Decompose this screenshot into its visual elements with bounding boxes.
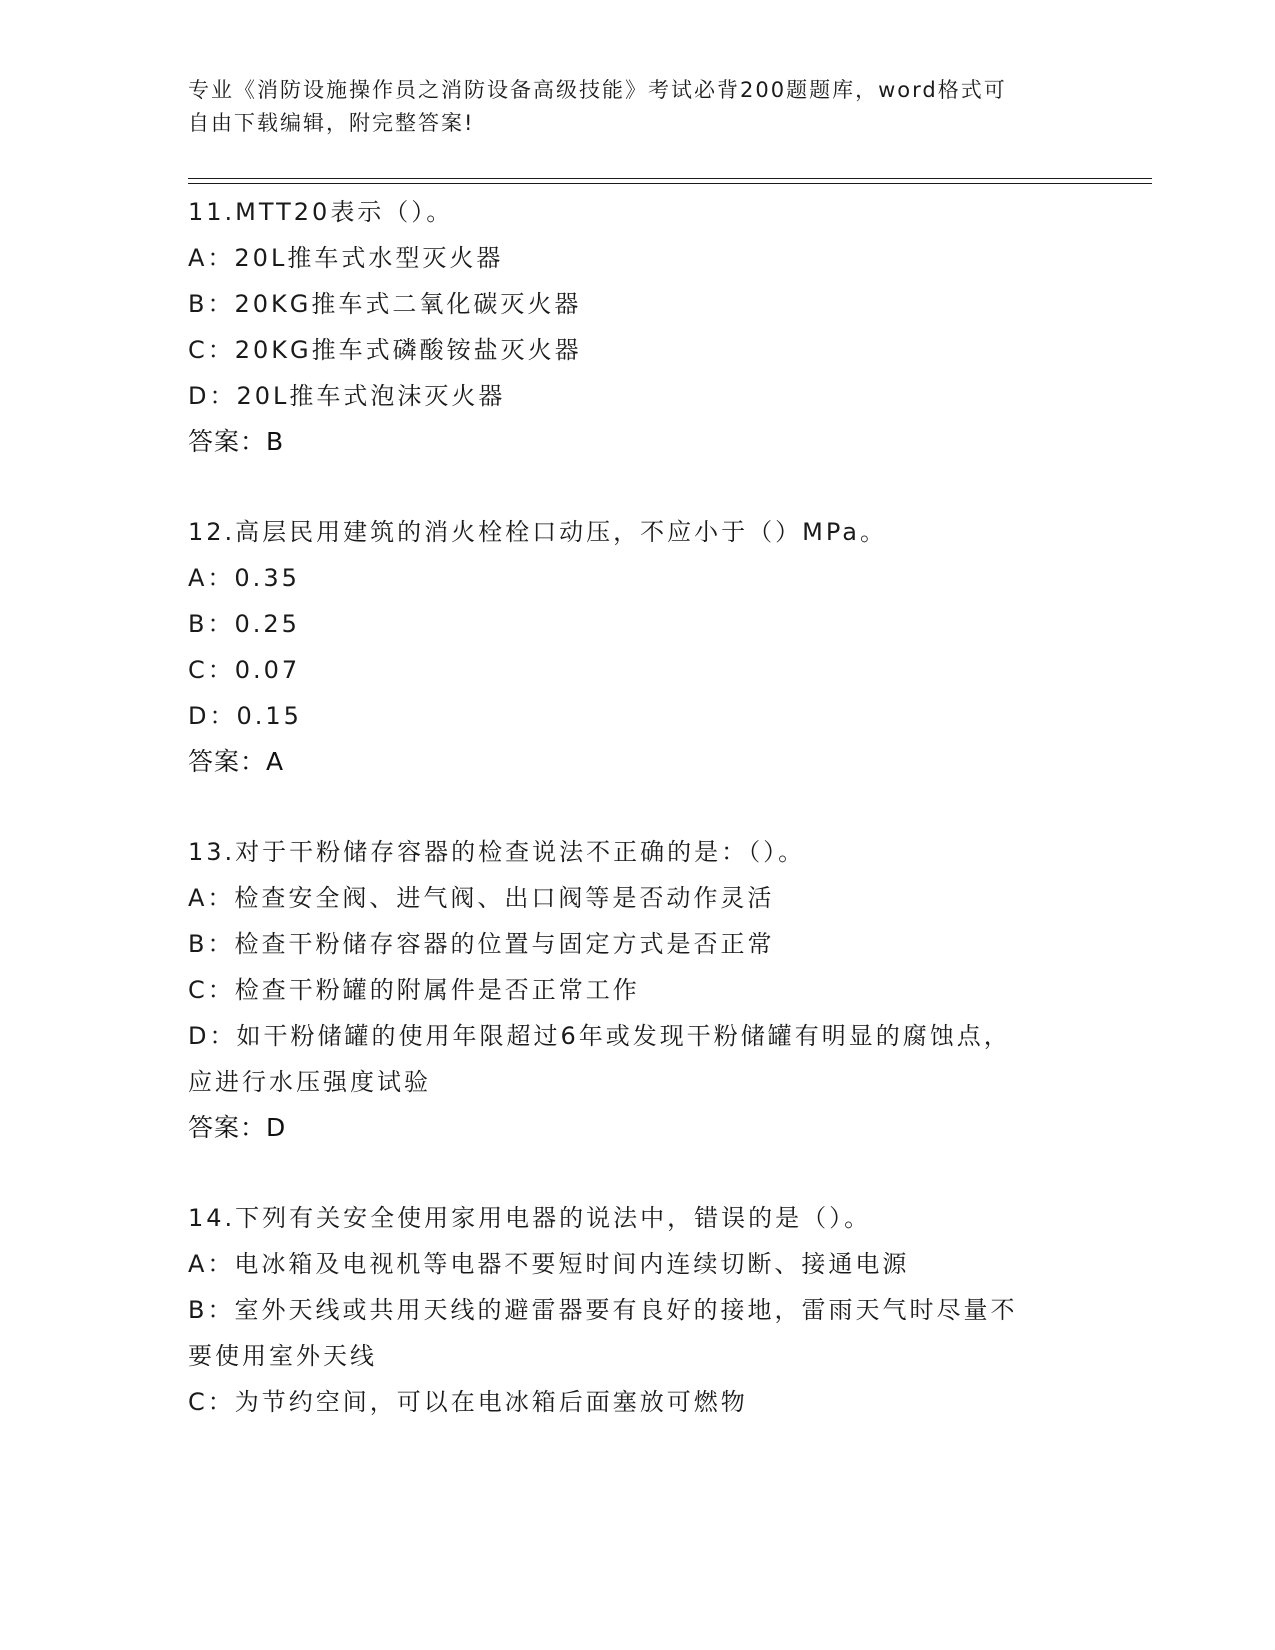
option-b: B：0.25	[188, 610, 300, 638]
option-c: C：0.07	[188, 656, 301, 684]
question-stem: 12.高层民用建筑的消火栓栓口动压，不应小于（）MPa。	[188, 518, 887, 546]
question-stem: 14.下列有关安全使用家用电器的说法中，错误的是（）。	[188, 1204, 872, 1232]
answer-label: 答案：B	[188, 427, 285, 456]
option-d: D：0.15	[188, 702, 302, 730]
question-stem: 11.MTT20表示（）。	[188, 198, 454, 226]
option-d: D：如干粉储罐的使用年限超过6年或发现干粉储罐有明显的腐蚀点，	[188, 1022, 1011, 1050]
option-d-continued: 应进行水压强度试验	[188, 1068, 431, 1096]
option-a: A：电冰箱及电视机等电器不要短时间内连续切断、接通电源	[188, 1250, 910, 1278]
option-d: D：20L推车式泡沫灭火器	[188, 382, 506, 410]
answer-label: 答案：D	[188, 1113, 287, 1142]
answer-label: 答案：A	[188, 747, 285, 776]
question-stem: 13.对于干粉储存容器的检查说法不正确的是：（）。	[188, 838, 806, 866]
option-a: A：检查安全阀、进气阀、出口阀等是否动作灵活	[188, 884, 775, 912]
option-c: C：20KG推车式磷酸铵盐灭火器	[188, 336, 582, 364]
document-header	[188, 74, 1068, 140]
question-12	[188, 509, 1088, 785]
header-line-2: 自由下载编辑，附完整答案!	[188, 111, 475, 135]
question-13	[188, 829, 1088, 1151]
header-line-1: 专业《消防设施操作员之消防设备高级技能》考试必背200题题库，word格式可	[188, 78, 1007, 102]
option-b: B：检查干粉储存容器的位置与固定方式是否正常	[188, 930, 775, 958]
header-divider-bottom	[188, 183, 1152, 184]
option-b: B：20KG推车式二氧化碳灭火器	[188, 290, 582, 318]
option-c: C：检查干粉罐的附属件是否正常工作	[188, 976, 640, 1004]
question-14	[188, 1195, 1088, 1425]
option-c: C：为节约空间，可以在电冰箱后面塞放可燃物	[188, 1388, 748, 1416]
question-11	[188, 189, 1088, 465]
option-b-continued: 要使用室外天线	[188, 1342, 377, 1370]
option-b: B：室外天线或共用天线的避雷器要有良好的接地，雷雨天气时尽量不	[188, 1296, 1018, 1324]
option-a: A：20L推车式水型灭火器	[188, 244, 504, 272]
option-a: A：0.35	[188, 564, 300, 592]
header-divider-top	[188, 178, 1152, 179]
question-list	[188, 189, 1088, 1469]
